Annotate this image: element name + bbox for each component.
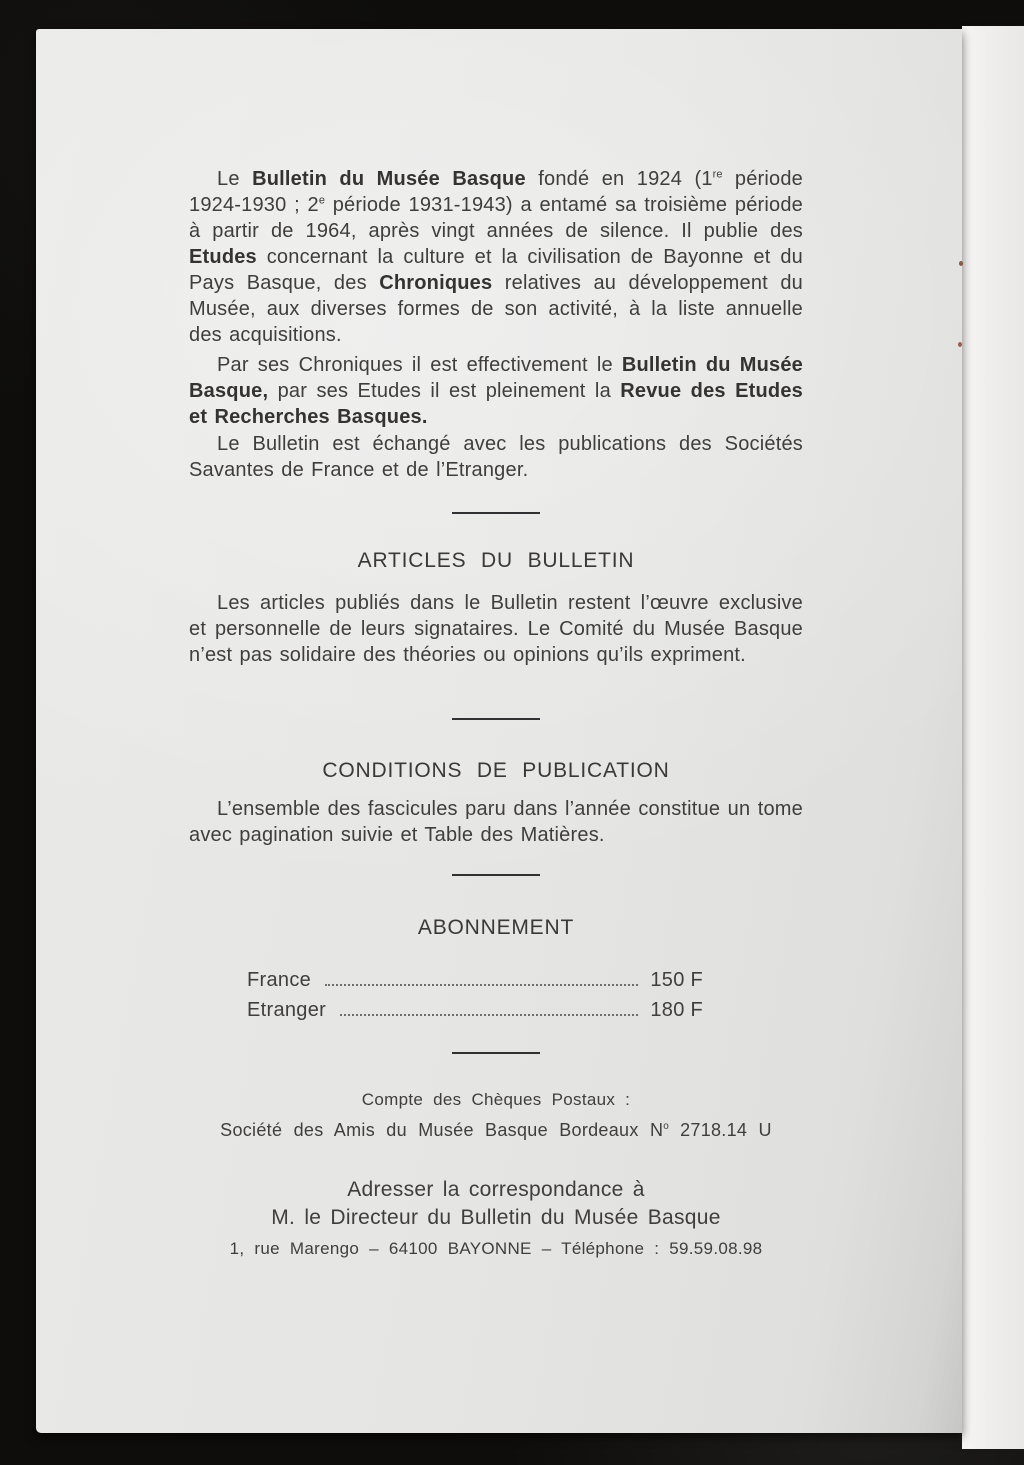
conditions-section-title: CONDITIONS DE PUBLICATION — [322, 759, 670, 782]
role-paragraph: Par ses Chroniques il est effectivement le Bulletin du Musée Basque, par ses Etudes il est pleinement la Revue des Etudes et Recherches Basques. — [189, 354, 803, 428]
rate-row-france — [247, 965, 703, 995]
rate-amount: 150 F — [650, 969, 703, 991]
correspondence-line-1: Adresser la correspondance à — [347, 1178, 645, 1201]
rate-label: Etranger — [247, 999, 327, 1021]
postal-account-intro: Compte des Chèques Postaux : — [361, 1090, 631, 1109]
dotted-leader — [340, 1013, 638, 1016]
correspondence-line-2: M. le Directeur du Bulletin du Musée Basque — [271, 1206, 721, 1229]
articles-paragraph: Les articles publiés dans le Bulletin restent l’œuvre exclusive et personnelle de leurs signataires. Le Comité du Musée Basque n’est pas solidaire des théories ou opinions qu’ils expriment. — [189, 592, 803, 666]
facing-page-edge — [962, 26, 1024, 1449]
rate-amount: 180 F — [650, 999, 703, 1021]
articles-section-title: ARTICLES DU BULLETIN — [357, 549, 635, 572]
conditions-paragraph: L’ensemble des fascicules paru dans l’année constitue un tome avec pagination suivie et Table des Matières. — [189, 798, 803, 846]
paper-sheet — [36, 29, 962, 1433]
binding-stitch-mark — [958, 342, 962, 347]
section-divider — [452, 874, 540, 876]
subscription-rates — [247, 965, 703, 1025]
section-divider — [452, 1052, 540, 1054]
rate-label: France — [247, 969, 312, 991]
intro-paragraph: Le Bulletin du Musée Basque fondé en 1924 (1re période 1924-1930 ; 2e période 1931-1943) a entamé sa troisième période à partir de 1964, après vingt années de silence. Il publie des Etudes concernant la culture et la civilisation de Bayonne et du Pays Basque, des Chroniques relatives au développement du Musée, aux diverses formes de son activité, à la liste annuelle des acquisitions. — [189, 168, 803, 346]
rate-row-etranger — [247, 995, 703, 1025]
section-divider — [452, 512, 540, 514]
abonnement-section-title: ABONNEMENT — [417, 916, 575, 939]
text-column — [189, 29, 803, 1433]
binding-stitch-mark — [959, 261, 963, 266]
section-divider — [452, 718, 540, 720]
exchange-paragraph: Le Bulletin est échangé avec les publications des Sociétés Savantes de France et de l’Etranger. — [189, 433, 803, 481]
postal-account-number: Société des Amis du Musée Basque Bordeaux $N^o$ 2718.14 U — [220, 1120, 772, 1140]
correspondence-line-3: 1, rue Marengo – 64100 BAYONNE – Téléphone : 59.59.08.98 — [229, 1239, 763, 1258]
dotted-leader — [325, 983, 638, 986]
